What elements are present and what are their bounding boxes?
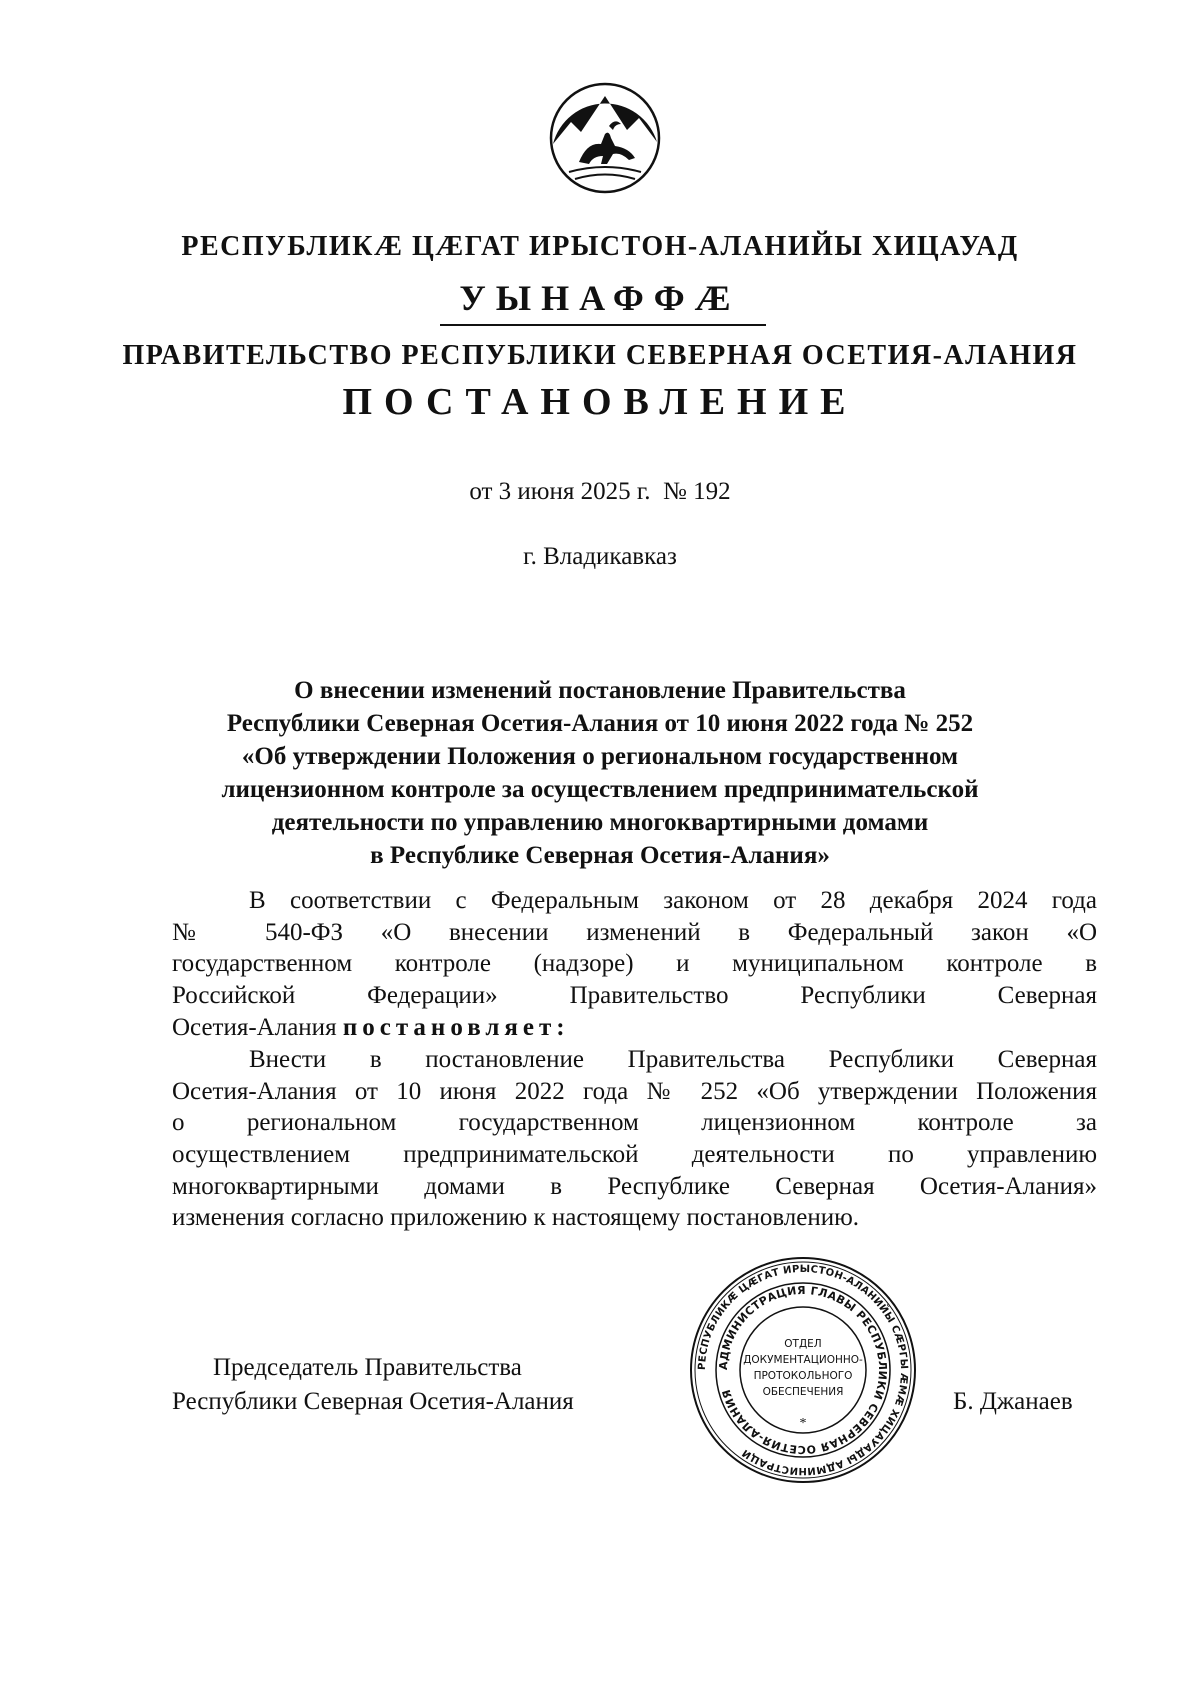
- paragraph-line: Российской Федерации» Правительство Республики Северная: [172, 982, 1097, 1010]
- paragraph-line: Осетия-Алания от 10 июня 2022 года № 252 «Об утверждении Положения: [172, 1077, 1097, 1105]
- stamp-star-icon: *: [799, 1416, 807, 1431]
- stamp-center-line: ОТДЕЛ: [784, 1338, 822, 1350]
- paragraph-text: Осетия-Алания: [172, 1013, 343, 1041]
- signatory-title-line: Республики Северная Осетия-Алания: [172, 1388, 574, 1415]
- signatory-name: Б. Джанаев: [953, 1388, 1073, 1415]
- paragraph-line: Внести в постановление Правительства Республики Северная: [249, 1046, 1097, 1073]
- stamp-outer-text: РЕСПУБЛИКӔ ЦӔГАТ ИРЫСТОН-АЛАНИЙЫ СӔРГЫ ӔМӔ ХИЦАУАДЫ АДМИНИСТРАЦИ: [696, 1263, 910, 1477]
- paragraph-basis: [172, 885, 1097, 1043]
- paragraph-line: о региональном государственном лицензионном контроле за: [172, 1109, 1097, 1137]
- paragraph-line: № 540-ФЗ «О внесении изменений в Федеральный закон «О: [172, 918, 1097, 946]
- title-line: лицензионном контроле за осуществлением предпринимательской: [221, 776, 979, 803]
- russian-doc-type: ПОСТАНОВЛЕНИЕ: [342, 381, 858, 423]
- stamp-middle-text: АДМИНИСТРАЦИЯ ГЛАВЫ РЕСПУБЛИКИ СЕВЕРНАЯ ОСЕТИЯ-АЛАНИЯ: [716, 1283, 890, 1457]
- paragraph-line: государственном контроле (надзоре) и муниципальном контроле в: [172, 950, 1097, 978]
- title-line: «Об утверждении Положения о региональном государственном: [241, 743, 959, 770]
- ossetian-government-heading: РЕСПУБЛИКӔ ЦӔГАТ ИРЫСТОН-АЛАНИЙЫ ХИЦАУАД: [181, 231, 1019, 262]
- coat-of-arms-emblem: [549, 82, 661, 194]
- paragraph-resolution: [172, 1044, 1097, 1234]
- stamp-center-line: ОБЕСПЕЧЕНИЯ: [762, 1386, 844, 1398]
- official-stamp: [688, 1255, 918, 1485]
- stamp-center-line: ДОКУМЕНТАЦИОННО-: [743, 1354, 863, 1366]
- title-line: О внесении изменений постановление Правительства: [294, 677, 906, 704]
- paragraph-line: [172, 1012, 1097, 1044]
- city-line: г. Владикавказ: [523, 543, 677, 570]
- title-line: в Республике Северная Осетия-Алания»: [370, 842, 830, 869]
- resolves-keyword: постановляет:: [342, 1013, 570, 1041]
- russian-government-heading: ПРАВИТЕЛЬСТВО РЕСПУБЛИКИ СЕВЕРНАЯ ОСЕТИЯ-АЛАНИЯ: [122, 340, 1078, 371]
- ossetian-doc-type: УЫНАФФӔ: [459, 278, 741, 318]
- paragraph-line: В соответствии с Федеральным законом от 28 декабря 2024 года: [249, 887, 1097, 914]
- paragraph-line: осуществлением предпринимательской деятельности по управлению: [172, 1141, 1097, 1169]
- title-line: деятельности по управлению многоквартирными домами: [271, 809, 929, 836]
- date-and-number: от 3 июня 2025 г. № 192: [469, 478, 731, 505]
- title-line: Республики Северная Осетия-Алания от 10 июня 2022 года № 252: [226, 710, 974, 737]
- resolution-title: [0, 674, 1200, 872]
- stamp-center-line: ПРОТОКОЛЬНОГО: [753, 1370, 853, 1382]
- signatory-title-line: Председатель Правительства: [213, 1354, 522, 1381]
- header-divider: [440, 324, 766, 326]
- paragraph-line: изменения согласно приложению к настоящему постановлению.: [172, 1204, 860, 1232]
- paragraph-line: многоквартирными домами в Республике Северная Осетия-Алания»: [172, 1172, 1097, 1200]
